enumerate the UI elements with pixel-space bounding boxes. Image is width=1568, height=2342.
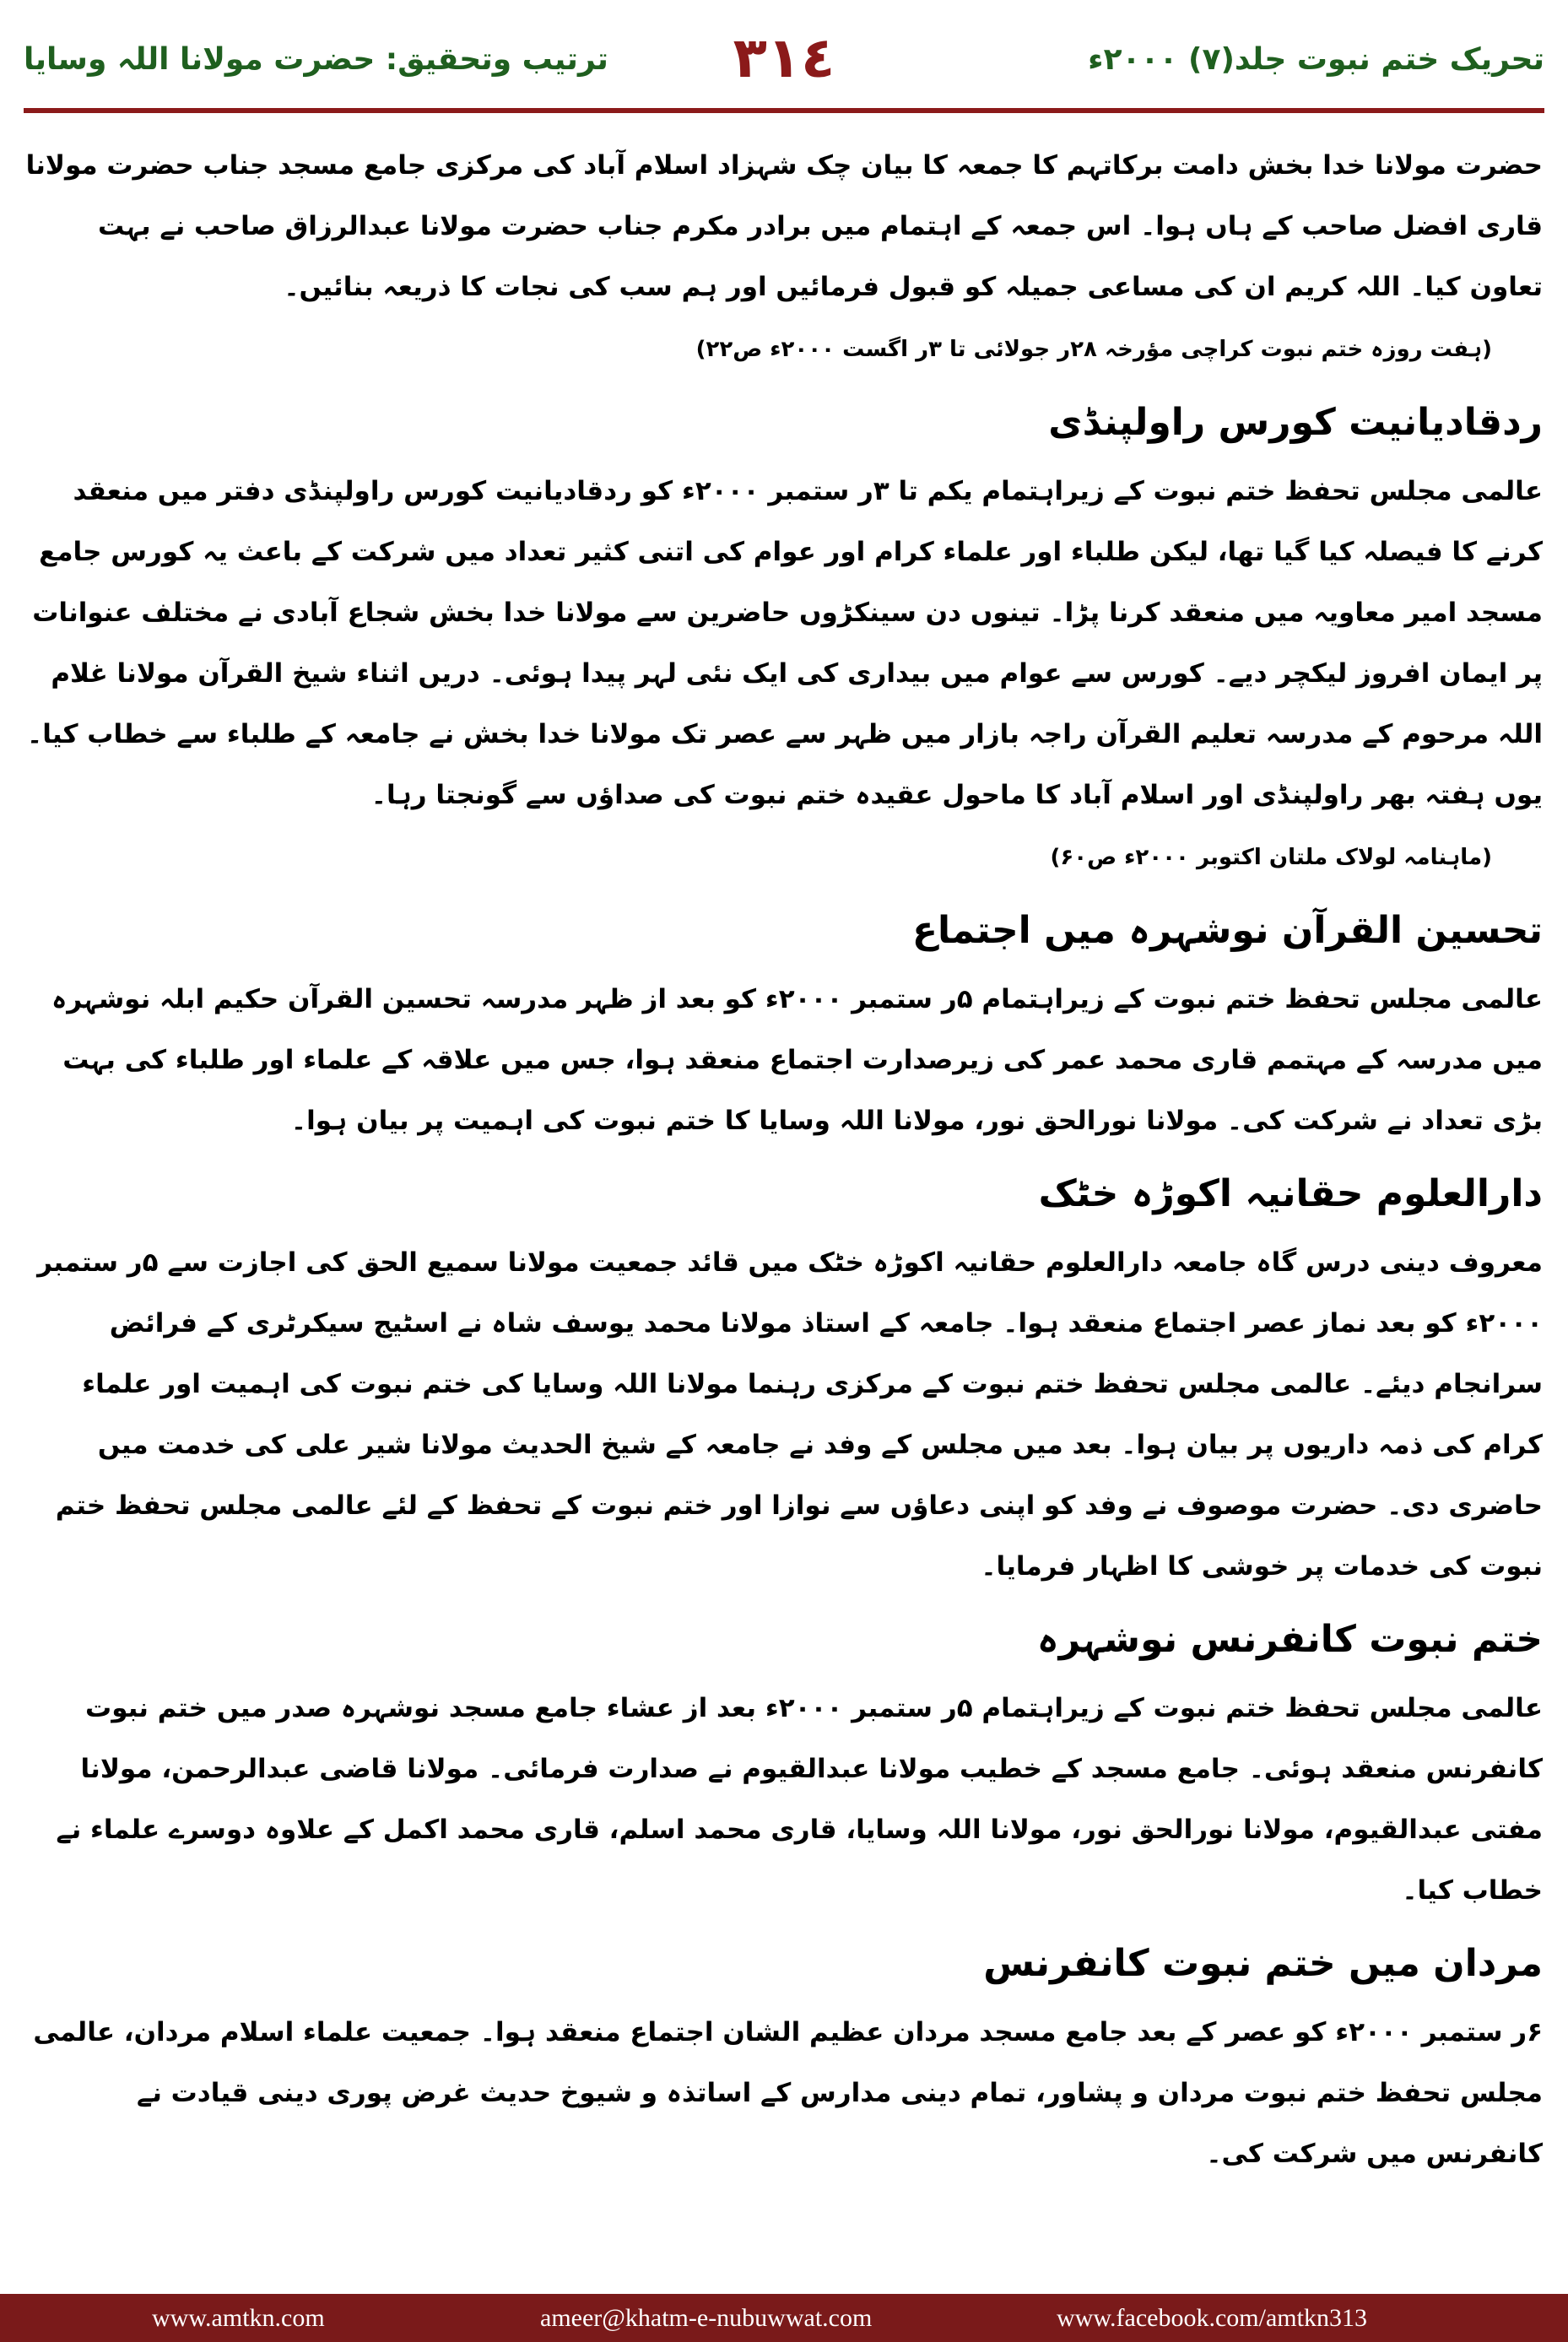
citation: (ہفت روزہ ختم نبوت کراچی مؤرخہ ۲۸ر جولائی تا ۳ر اگست ۲۰۰۰ء ص۲۲): [695, 337, 1492, 362]
page-header: [0, 0, 1568, 118]
paragraph-text: عالمی مجلس تحفظ ختم نبوت کے زیراہتمام یکم تا ۳ر ستمبر ۲۰۰۰ء کو ردقادیانیت کورس راولپنڈی دفتر میں منعقد کرنے کا فیصلہ کیا گیا تھا، لیکن طلباء اور علماء کرام اور عوام کی اتنی کثیر تعداد میں شرکت کے باعث یہ کورس جامع مسجد امیر معاویہ میں منعقد کرنا پڑا۔ تینوں دن سینکڑوں حاضرین سے مولانا خدا بخش شجاع آبادی نے مختلف عنوانات پر ایمان افروز لیکچر دیے۔ کورس سے عوام میں بیداری کی ایک نئی لہر پیدا ہوئی۔ دریں اثناء شیخ القرآن مولانا غلام اللہ مرحوم کے مدرسہ تعلیم القرآن راجہ بازار میں ظہر سے عصر تک مولانا خدا بخش نے جامعہ کے طلباء سے خطاب کیا۔ یوں ہفتہ بھر راولپنڈی اور اسلام آباد کا ماحول عقیدہ ختم نبوت کی صداؤں سے گونجتا رہا۔: [27, 476, 1543, 810]
section-2-paragraph: عالمی مجلس تحفظ ختم نبوت کے زیراہتمام ۵ر ستمبر ۲۰۰۰ء کو بعد از ظہر مدرسہ تحسین القرآن حکیم ابلہ نوشہرہ میں مدرسہ کے مہتمم قاری محمد عمر کی زیرصدارت اجتماع منعقد ہوا، جس میں علاقہ کے علماء اور طلباء کی بہت بڑی تعداد نے شرکت کی۔ مولانا نورالحق نور، مولانا اللہ وسایا کا ختم نبوت کی اہمیت پر بیان ہوا۔: [51, 984, 1543, 1136]
header-compiler: ترتیب وتحقیق: حضرت مولانا اللہ وسایا: [24, 42, 608, 77]
section-4-paragraph: عالمی مجلس تحفظ ختم نبوت کے زیراہتمام ۵ر ستمبر ۲۰۰۰ء بعد از عشاء جامع مسجد نوشہرہ صدر میں ختم نبوت کانفرنس منعقد ہوئی۔ جامع مسجد کے خطیب مولانا عبدالقیوم نے صدارت فرمائی۔ مولانا قاضی عبدالرحمن، مولانا مفتی عبدالقیوم، مولانا نورالحق نور، مولانا اللہ وسایا، قاری محمد اسلم، قاری محمد اکمل کے علاوہ دوسرے علماء نے خطاب کیا۔: [56, 1693, 1543, 1906]
page-footer: [0, 2294, 1568, 2342]
section-heading-rawalpindi-course: ردقادیانیت کورس راولپنڈی: [1048, 401, 1543, 444]
footer-website-link[interactable]: www.amtkn.com: [152, 2304, 325, 2332]
section-0-paragraph: [25, 135, 1543, 380]
page-number: ٣١٤: [733, 25, 835, 90]
section-1-paragraph: [25, 461, 1543, 888]
header-book-title: تحریک ختم نبوت جلد(۷) ۲۰۰۰ء: [1088, 42, 1544, 77]
section-heading-darul-uloom-haqqania: دارالعلوم حقانیہ اکوڑہ خٹک: [1038, 1172, 1543, 1215]
citation: (ماہنامہ لولاک ملتان اکتوبر ۲۰۰۰ء ص۶۰): [1050, 845, 1492, 870]
section-heading-nowshera-conference: ختم نبوت کانفرنس نوشہرہ: [1036, 1618, 1543, 1661]
section-heading-tahseen-ul-quran: تحسین القرآن نوشہرہ میں اجتماع: [911, 909, 1543, 952]
section-5-paragraph: ۶ر ستمبر ۲۰۰۰ء کو عصر کے بعد جامع مسجد مردان عظیم الشان اجتماع منعقد ہوا۔ جمعیت علماء اسلام مردان، عالمی مجلس تحفظ ختم نبوت مردان و پشاور، تمام دینی مدارس کے اساتذہ و شیوخ حدیث غرض پوری دینی قیادت نے کانفرنس میں شرکت کی۔: [33, 2017, 1543, 2169]
page-body: [25, 135, 1543, 2253]
section-heading-mardan-conference: مردان میں ختم نبوت کانفرنس: [983, 1942, 1543, 1985]
footer-email-link[interactable]: ameer@khatm-e-nubuwwat.com: [540, 2304, 873, 2332]
paragraph-text: حضرت مولانا خدا بخش دامت برکاتہم کا جمعہ کا بیان چک شہزاد اسلام آباد کی مرکزی جامع مسجد جناب حضرت مولانا قاری افضل صاحب کے ہاں ہوا۔ اس جمعہ کے اہتمام میں برادر مکرم جناب حضرت مولانا عبدالرزاق صاحب نے بہت تعاون کیا۔ اللہ کریم ان کی مساعی جمیلہ کو قبول فرمائیں اور ہم سب کی نجات کا ذریعہ بنائیں۔: [25, 150, 1543, 302]
footer-facebook-link[interactable]: www.facebook.com/amtkn313: [1057, 2304, 1367, 2332]
header-divider: [24, 108, 1544, 113]
section-3-paragraph: معروف دینی درس گاہ جامعہ دارالعلوم حقانیہ اکوڑہ خٹک میں قائد جمعیت مولانا سمیع الحق کی اجازت سے ۵ر ستمبر ۲۰۰۰ء کو بعد نماز عصر اجتماع منعقد ہوا۔ جامعہ کے استاذ مولانا محمد یوسف شاہ نے اسٹیج سیکرٹری کے فرائض سرانجام دیئے۔ عالمی مجلس تحفظ ختم نبوت کے مرکزی رہنما مولانا اللہ وسایا کی ختم نبوت کی اہمیت اور علماء کرام کی ذمہ داریوں پر بیان ہوا۔ بعد میں مجلس کے وفد نے جامعہ کے شیخ الحدیث مولانا شیر علی کی خدمت میں حاضری دی۔ حضرت موصوف نے وفد کو اپنی دعاؤں سے نوازا اور ختم نبوت کے تحفظ کے لئے عالمی مجلس تحفظ ختم نبوت کی خدمات پر خوشی کا اظہار فرمایا۔: [37, 1247, 1543, 1582]
